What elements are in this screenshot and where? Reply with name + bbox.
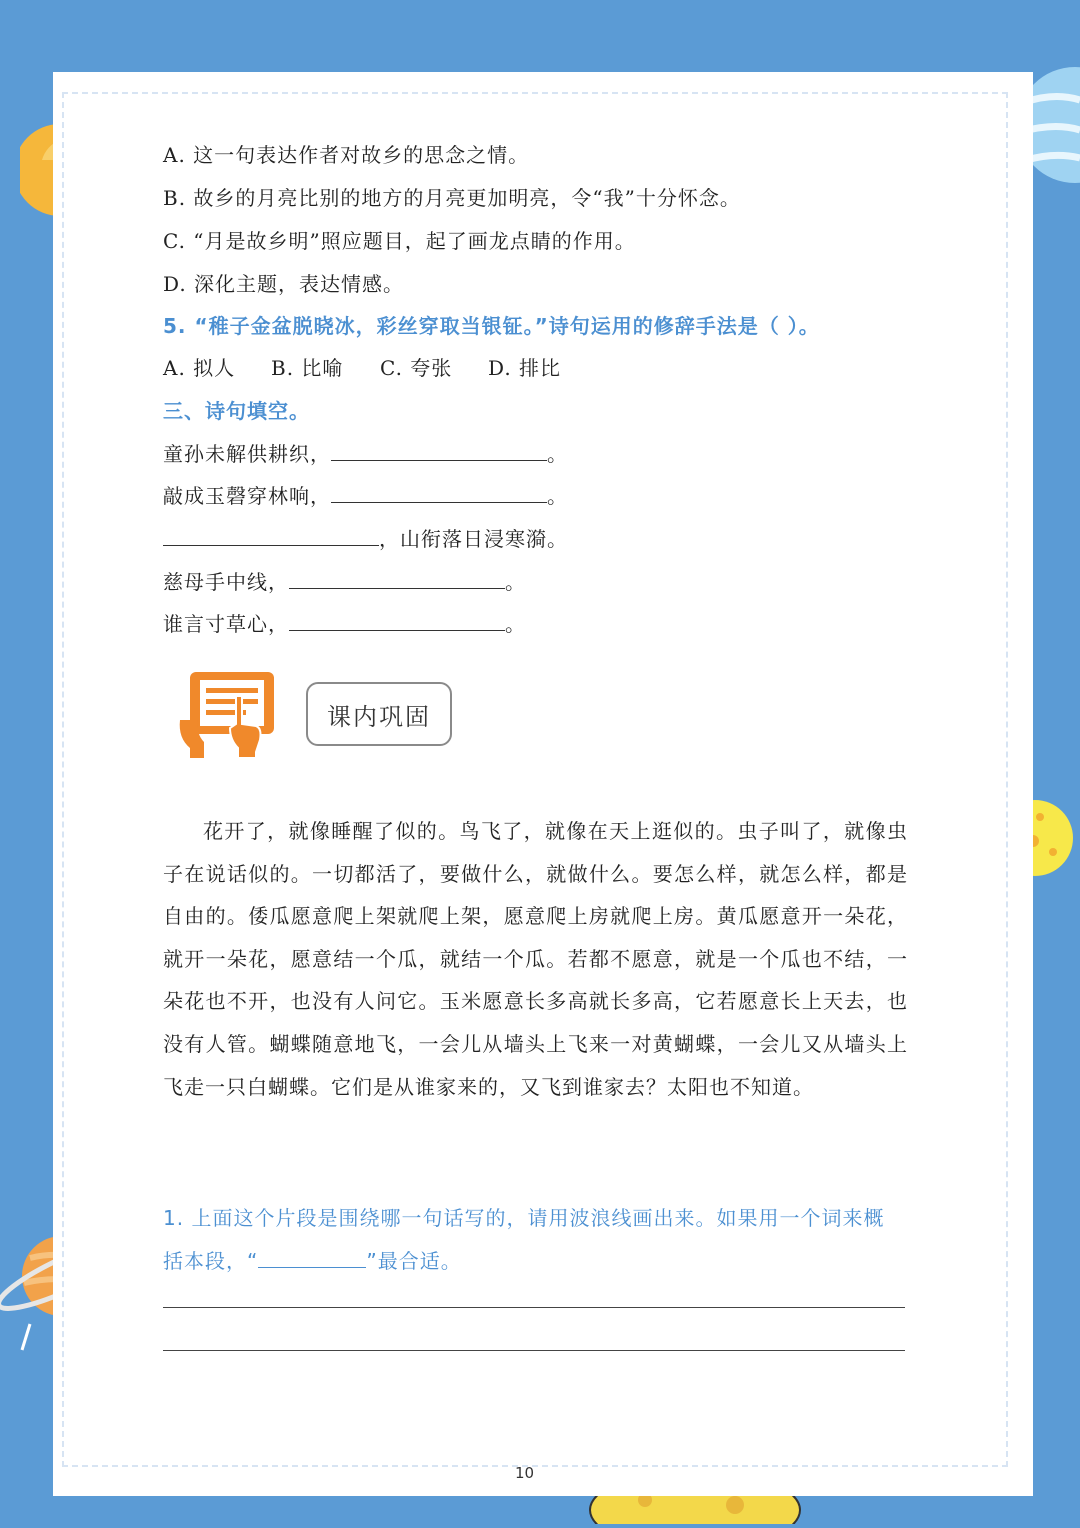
word-blank[interactable] bbox=[258, 1247, 366, 1268]
choice-c: C. 夸张 bbox=[380, 356, 453, 380]
fill-line-4-text: 慈母手中线， bbox=[163, 570, 289, 594]
fill-blank-2[interactable] bbox=[331, 482, 547, 503]
fill-line-5-text: 谁言寸草心， bbox=[163, 612, 289, 636]
reading-passage: 花开了，就像睡醒了似的。鸟飞了，就像在天上逛似的。虫子叫了，就像虫子在说话似的。一切都活了，要做什么，就做什么。要怎么样，就怎么样，都是自由的。倭瓜愿意爬上架就爬上架，愿意爬上房就爬上房。黄瓜愿意开一朵花，就开一朵花，愿意结一个瓜，就结一个瓜。若都不愿意，就是一个瓜也不结，一朵花也不开，也没有人问它。玉米愿意长多高就长多高，它若愿意长上天去，也没有人管。蝴蝶随意地飞，一会儿从墙头上飞来一对黄蝴蝶，一会儿又从墙头上飞走一只白蝴蝶。它们是从谁家来的，又飞到谁家去？太阳也不知道。 bbox=[163, 819, 908, 1099]
fill-line-4-end: 。 bbox=[505, 570, 526, 594]
fill-line-2-text: 敲成玉磬穿林响， bbox=[163, 484, 331, 508]
option-a: A. 这一句表达作者对故乡的思念之情。 bbox=[163, 143, 530, 167]
fill-line-3-end: ，山衔落日浸寒漪。 bbox=[379, 527, 568, 551]
fill-line-3 bbox=[163, 523, 568, 552]
tablet-hand-icon bbox=[176, 668, 278, 760]
answer-line-1[interactable] bbox=[163, 1307, 905, 1308]
fill-blank-4[interactable] bbox=[289, 568, 505, 589]
question-1-line-1: 1. 上面这个片段是围绕哪一句话写的，请用波浪线画出来。如果用一个词来概 bbox=[163, 1206, 885, 1230]
choice-b: B. 比喻 bbox=[271, 356, 344, 380]
question-5-choices bbox=[163, 352, 561, 381]
fill-line-1-text: 童孙未解供耕织， bbox=[163, 442, 331, 466]
fill-blank-5[interactable] bbox=[289, 610, 505, 631]
section-3-title: 三、诗句填空。 bbox=[163, 399, 310, 423]
fill-line-4 bbox=[163, 566, 526, 595]
question-5: 5. “稚子金盆脱晓冰，彩丝穿取当银钲。”诗句运用的修辞手法是（ ）。 bbox=[163, 314, 820, 338]
question-1-line-2 bbox=[163, 1245, 462, 1274]
fill-line-1 bbox=[163, 438, 568, 467]
fill-line-5 bbox=[163, 608, 526, 637]
option-d: D. 深化主题，表达情感。 bbox=[163, 272, 405, 296]
question-1-line-2-start: 括本段，“ bbox=[163, 1249, 259, 1273]
page-number: 10 bbox=[515, 1464, 535, 1482]
fill-line-1-end: 。 bbox=[547, 442, 568, 466]
fill-line-2-end: 。 bbox=[547, 484, 568, 508]
option-b: B. 故乡的月亮比别的地方的月亮更加明亮，令“我”十分怀念。 bbox=[163, 186, 741, 210]
answer-line-2[interactable] bbox=[163, 1350, 905, 1351]
fill-line-5-end: 。 bbox=[505, 612, 526, 636]
question-1-line-2-end: ”最合适。 bbox=[366, 1249, 462, 1273]
option-c: C. “月是故乡明”照应题目，起了画龙点睛的作用。 bbox=[163, 229, 636, 253]
fill-blank-3[interactable] bbox=[163, 525, 379, 546]
fill-blank-1[interactable] bbox=[331, 440, 547, 461]
choice-a: A. 拟人 bbox=[163, 356, 236, 380]
section-label-box: 课内巩固 bbox=[306, 682, 452, 746]
choice-d: D. 排比 bbox=[488, 356, 562, 380]
fill-line-2 bbox=[163, 480, 568, 509]
